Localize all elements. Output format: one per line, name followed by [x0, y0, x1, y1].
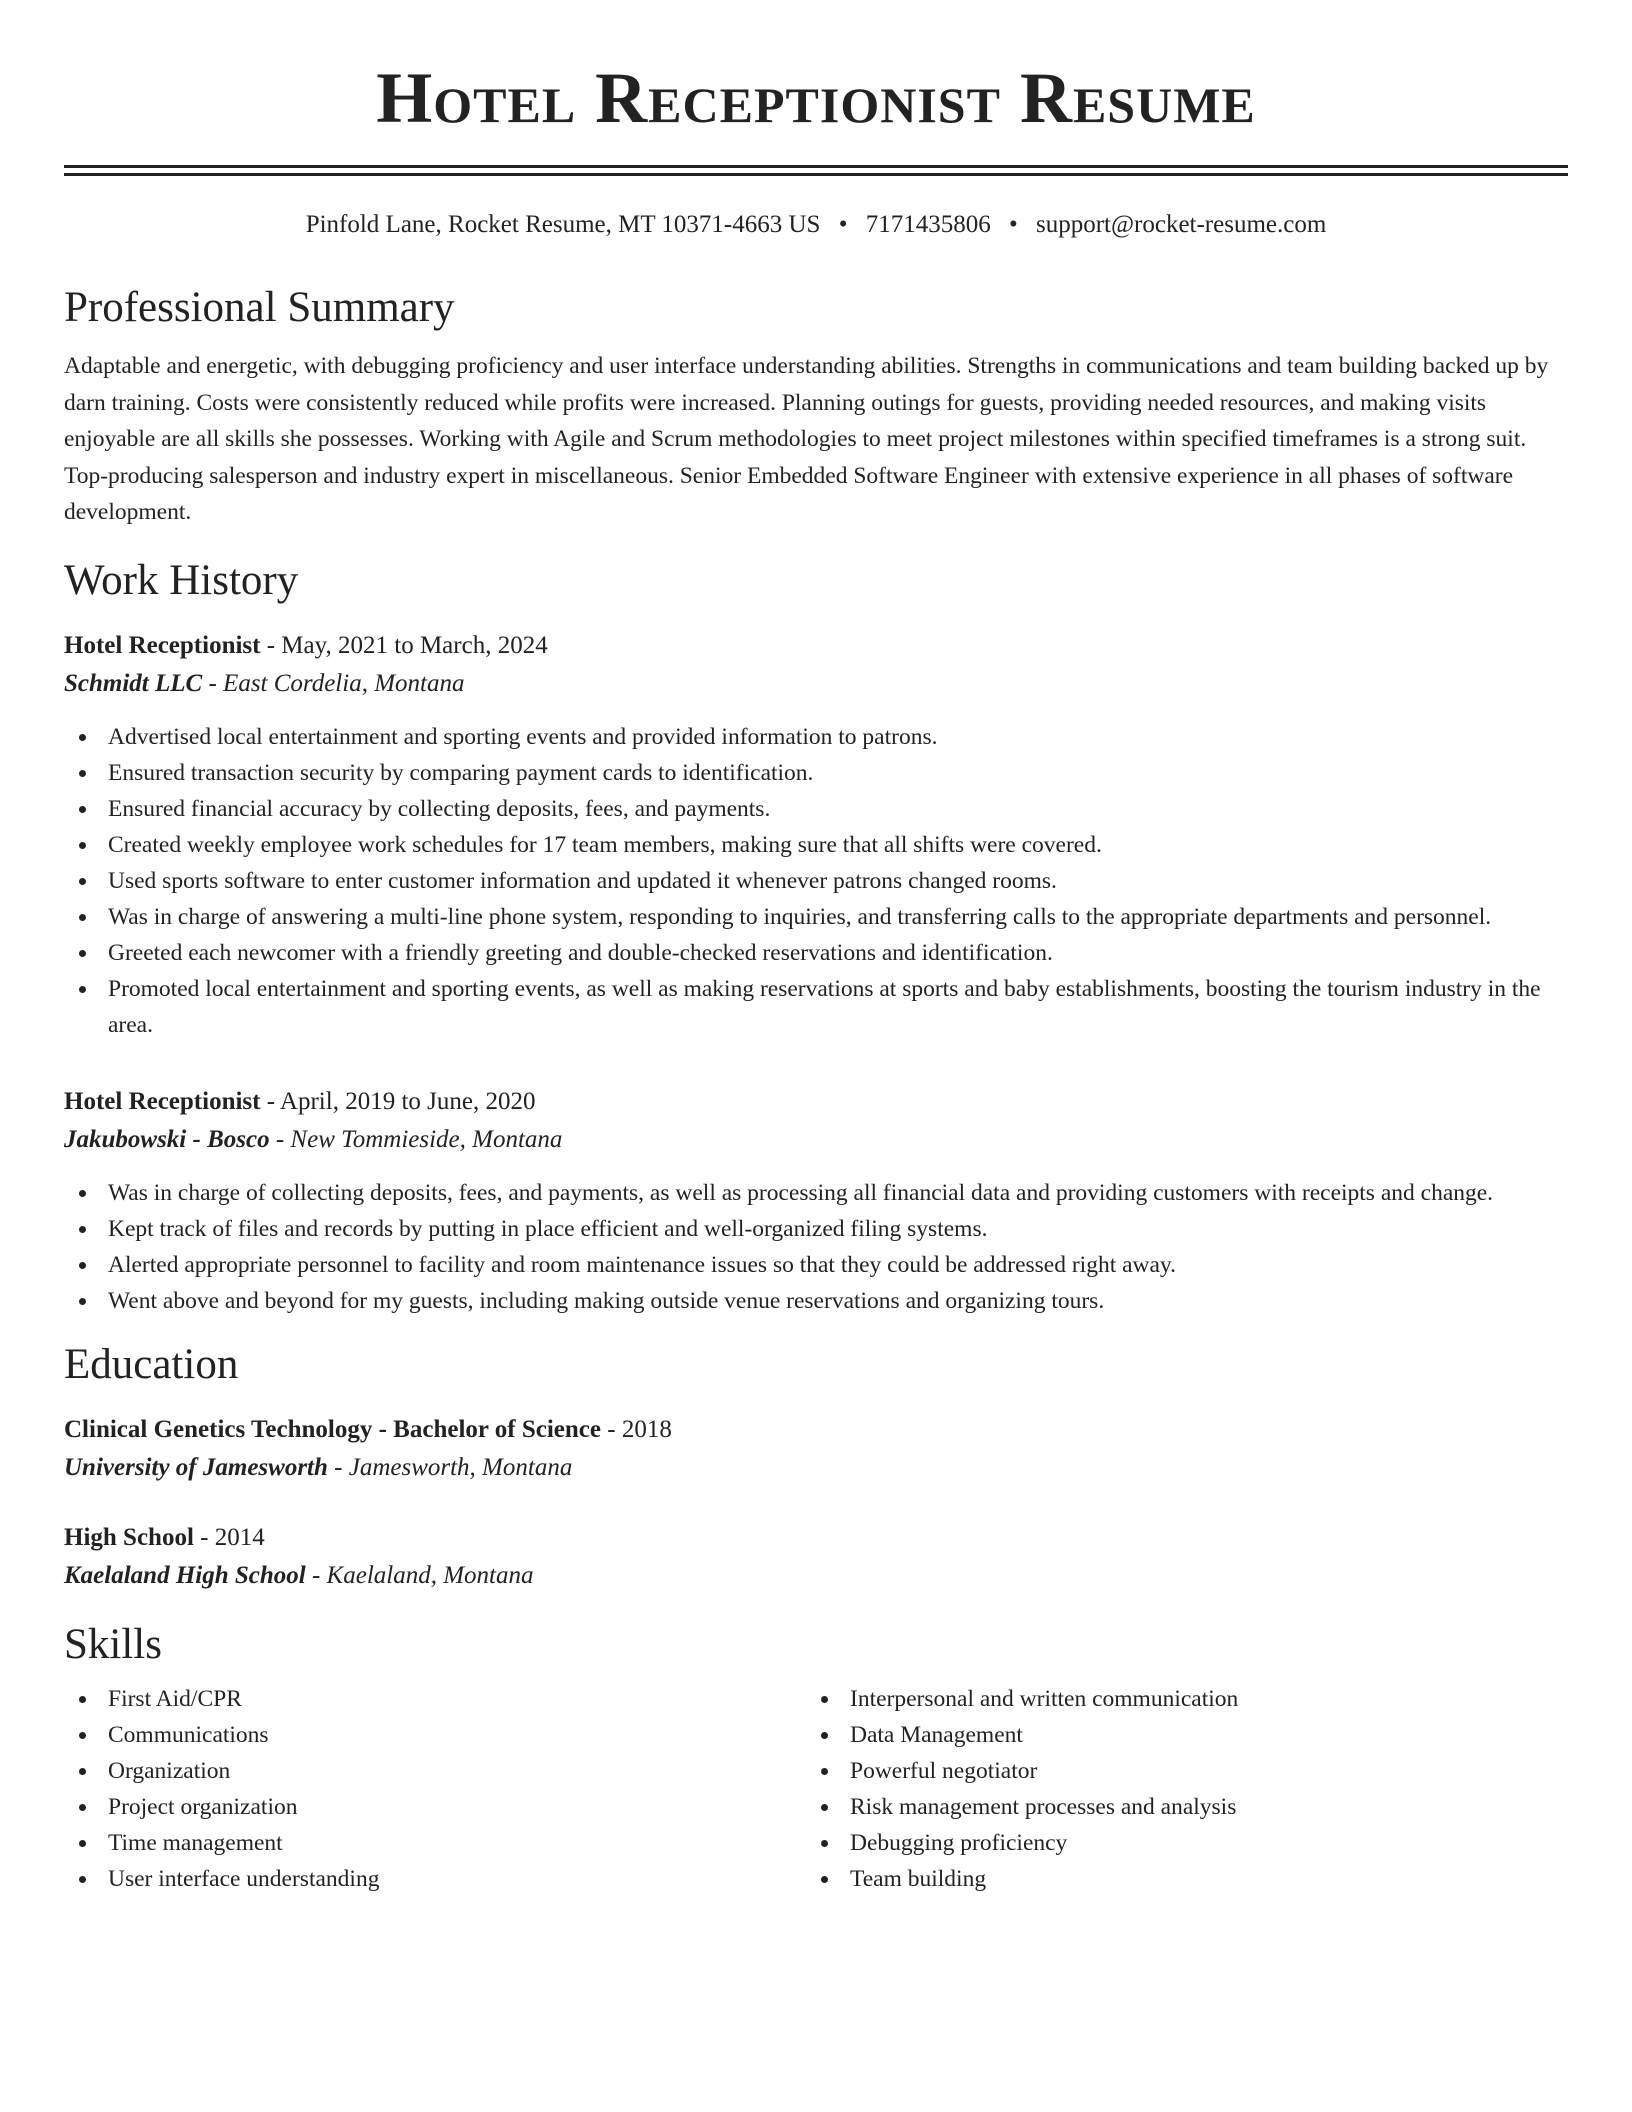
skills-heading: Skills — [64, 1620, 162, 1668]
list-item — [64, 1283, 1568, 1319]
list-item-text: Was in charge of answering a multi-line phone system, responding to inquiries, and transferring calls to the appropriate departments and personnel. — [108, 903, 1492, 930]
education-heading: Education — [64, 1340, 239, 1388]
bullet-icon — [79, 914, 86, 921]
list-item — [64, 1825, 806, 1861]
school-location: - Kaelaland, Montana — [305, 1561, 534, 1589]
skills-list-right — [806, 1681, 1548, 1897]
bullet-icon — [79, 1876, 86, 1883]
bullet-icon — [821, 1696, 828, 1703]
bullet-icon — [79, 1696, 86, 1703]
contact-separator: • — [838, 211, 848, 238]
school-name: University of Jamesworth — [64, 1453, 328, 1481]
school-line — [64, 1449, 1568, 1487]
skill-text: Communications — [108, 1721, 269, 1748]
resume-title: Hotel Receptionist Resume — [376, 58, 1256, 138]
list-item-text: Ensured transaction security by comparing payment cards to identification. — [108, 759, 814, 786]
skill-text: Interpersonal and written communication — [850, 1685, 1239, 1712]
skills-columns — [64, 1681, 1568, 1897]
bullet-icon — [821, 1876, 828, 1883]
list-item — [64, 755, 1568, 791]
graduation-year: - 2018 — [601, 1415, 672, 1443]
list-item — [64, 827, 1568, 863]
job-company: Jakubowski - Bosco — [64, 1125, 270, 1153]
summary-text: Adaptable and energetic, with debugging proficiency and user interface understanding abilities. Strengths in communications and team building backed up by darn training. Costs were consistently reduced while profits were increased. Planning outings for guests, providing needed resources, and making visits enjoyable are all skills she possesses. Working with Agile and Scrum methodologies to meet project milestones within specified timeframes is a strong suit. Top-producing salesperson and industry expert in miscellaneous. Senior Embedded Software Engineer with extensive experience in all phases of software development. — [64, 353, 1549, 525]
bullet-icon — [79, 1262, 86, 1269]
bullet-icon — [79, 1732, 86, 1739]
job-entry — [64, 1083, 1568, 1319]
job-duties-list — [64, 719, 1568, 1043]
job-title-line — [64, 627, 1568, 665]
list-item-text: Kept track of files and records by putting in place efficient and well-organized filing systems. — [108, 1215, 988, 1242]
work-history-heading: Work History — [64, 556, 299, 604]
contact-email: support@rocket-resume.com — [1036, 211, 1327, 238]
bullet-icon — [79, 950, 86, 957]
list-item — [806, 1825, 1548, 1861]
list-item-text: Advertised local entertainment and sporting events and provided information to patrons. — [108, 723, 938, 750]
list-item — [806, 1681, 1548, 1717]
bullet-icon — [821, 1804, 828, 1811]
list-item — [64, 719, 1568, 755]
list-item — [64, 899, 1568, 935]
contact-address: Pinfold Lane, Rocket Resume, MT 10371-4663 US — [305, 211, 821, 238]
list-item — [806, 1717, 1548, 1753]
bullet-icon — [79, 770, 86, 777]
list-item — [64, 1247, 1568, 1283]
job-company-line — [64, 665, 1568, 703]
skill-text: Organization — [108, 1757, 231, 1784]
degree: High School — [64, 1523, 194, 1551]
job-dates: - May, 2021 to March, 2024 — [260, 631, 548, 659]
list-item-text: Ensured financial accuracy by collecting deposits, fees, and payments. — [108, 795, 771, 822]
degree-line — [64, 1519, 1568, 1557]
bullet-icon — [79, 1298, 86, 1305]
list-item-text: Alerted appropriate personnel to facility and room maintenance issues so that they could be addressed right away. — [108, 1251, 1177, 1278]
list-item — [64, 1861, 806, 1897]
bullet-icon — [79, 842, 86, 849]
list-item-text: Used sports software to enter customer information and updated it whenever patrons changed rooms. — [108, 867, 1057, 894]
list-item — [64, 1681, 806, 1717]
bullet-icon — [79, 1190, 86, 1197]
list-item — [64, 791, 1568, 827]
list-item-text: Went above and beyond for my guests, including making outside venue reservations and organizing tours. — [108, 1287, 1105, 1314]
skill-text: Project organization — [108, 1793, 298, 1820]
bullet-icon — [821, 1732, 828, 1739]
school-name: Kaelaland High School — [64, 1561, 306, 1589]
list-item — [64, 1717, 806, 1753]
skill-text: Time management — [108, 1829, 283, 1856]
list-item — [64, 935, 1568, 971]
bullet-icon — [79, 986, 86, 993]
bullet-icon — [79, 734, 86, 741]
list-item — [64, 971, 1568, 1043]
list-item — [64, 1789, 806, 1825]
skills-list-left — [64, 1681, 806, 1897]
job-title: Hotel Receptionist — [64, 631, 261, 659]
bullet-icon — [821, 1768, 828, 1775]
job-title-line — [64, 1083, 1568, 1121]
bullet-icon — [79, 878, 86, 885]
skill-text: Team building — [850, 1865, 987, 1892]
job-company: Schmidt LLC — [64, 669, 203, 697]
skill-text: First Aid/CPR — [108, 1685, 242, 1712]
skill-text: Powerful negotiator — [850, 1757, 1038, 1784]
job-entry — [64, 627, 1568, 1043]
title-divider-bottom — [64, 173, 1568, 176]
list-item — [64, 1175, 1568, 1211]
list-item-text: Was in charge of collecting deposits, fees, and payments, as well as processing all financial data and providing customers with receipts and change. — [108, 1179, 1494, 1206]
job-dates: - April, 2019 to June, 2020 — [260, 1087, 536, 1115]
list-item — [64, 1753, 806, 1789]
job-location: - East Cordelia, Montana — [202, 669, 465, 697]
contact-separator: • — [1008, 211, 1018, 238]
list-item — [64, 863, 1568, 899]
bullet-icon — [79, 806, 86, 813]
contact-line — [64, 210, 1568, 240]
list-item-text: Promoted local entertainment and sporting events, as well as making reservations at sports and baby establishments, boosting the tourism industry in the area. — [108, 975, 1541, 1038]
skill-text: Risk management processes and analysis — [850, 1793, 1237, 1820]
bullet-icon — [79, 1768, 86, 1775]
education-entry — [64, 1519, 1568, 1595]
list-item — [806, 1789, 1548, 1825]
bullet-icon — [821, 1840, 828, 1847]
skill-text: Debugging proficiency — [850, 1829, 1068, 1856]
list-item-text: Greeted each newcomer with a friendly greeting and double-checked reservations and identification. — [108, 939, 1053, 966]
bullet-icon — [79, 1804, 86, 1811]
job-title: Hotel Receptionist — [64, 1087, 261, 1115]
education-entry — [64, 1411, 1568, 1487]
degree-line — [64, 1411, 1568, 1449]
list-item — [806, 1753, 1548, 1789]
title-divider-top — [64, 165, 1568, 168]
resume-page — [64, 0, 1568, 1897]
job-location: - New Tommieside, Montana — [269, 1125, 563, 1153]
graduation-year: - 2014 — [193, 1523, 265, 1551]
list-item-text: Created weekly employee work schedules for 17 team members, making sure that all shifts were covered. — [108, 831, 1102, 858]
summary-heading: Professional Summary — [64, 284, 455, 331]
bullet-icon — [79, 1226, 86, 1233]
degree: Clinical Genetics Technology - Bachelor of Science — [64, 1415, 601, 1443]
bullet-icon — [79, 1840, 86, 1847]
job-duties-list — [64, 1175, 1568, 1319]
list-item — [64, 1211, 1568, 1247]
skill-text: User interface understanding — [108, 1865, 380, 1892]
school-line — [64, 1557, 1568, 1595]
list-item — [806, 1861, 1548, 1897]
skill-text: Data Management — [850, 1721, 1023, 1748]
school-location: - Jamesworth, Montana — [327, 1453, 573, 1481]
job-company-line — [64, 1121, 1568, 1159]
contact-phone: 7171435806 — [865, 211, 991, 238]
